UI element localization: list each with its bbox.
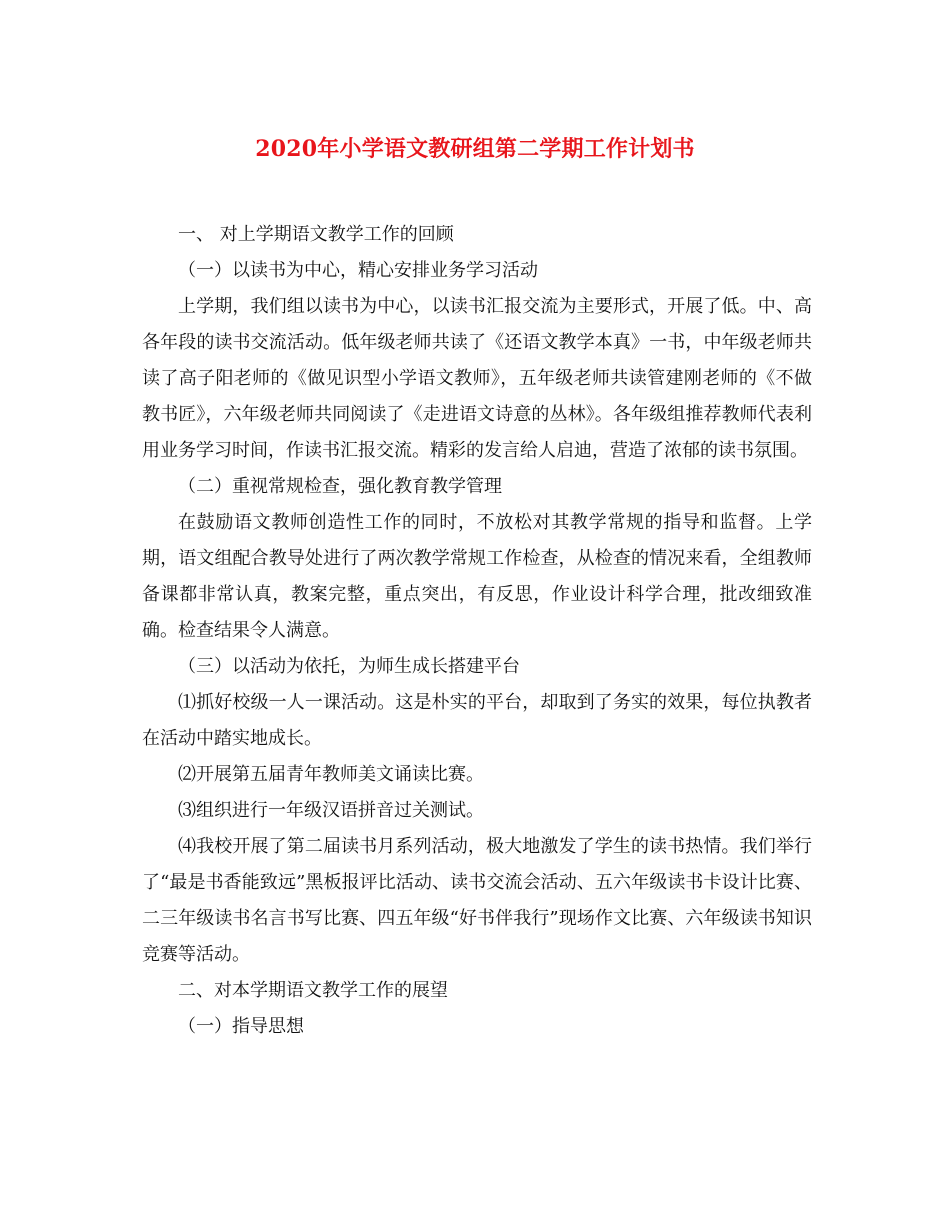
body-paragraph-reading: 上学期，我们组以读书为中心，以读书汇报交流为主要形式，开展了低。中、高各年段的读书交流活动。低年级老师共读了《还语文教学本真》一书，中年级老师共读了高子阳老师的《做见识型小学语文教师》，五年级老师共读管建刚老师的《不做教书匠》，六年级老师共同阅读了《走进语文诗意的丛林》。各年级组推荐教师代表利用业务学习时间，作读书汇报交流。精彩的发言给人启迪，营造了浓郁的读书氛围。 xyxy=(142,296,812,461)
document-body xyxy=(142,217,812,1045)
list-item-activity-2: ⑵开展第五届青年教师美文诵读比赛。 xyxy=(178,764,484,785)
body-paragraph-routine-check: 在鼓励语文教师创造性工作的同时，不放松对其教学常规的指导和监督。上学期，语文组配合教导处进行了两次教学常规工作检查，从检查的情况来看，全组教师备课都非常认真，教案完整，重点突出，有反思，作业设计科学合理，批改细致准确。检查结果令人满意。 xyxy=(142,512,812,641)
list-item-activity-1: ⑴抓好校级一人一课活动。这是朴实的平台，却取到了务实的效果，每位执教者在活动中踏实地成长。 xyxy=(142,692,812,749)
subsection-heading-routine-check: （二）重视常规检查，强化教育教学管理 xyxy=(178,476,502,497)
list-item-activity-3: ⑶组织进行一年级汉语拼音过关测试。 xyxy=(178,800,484,821)
subsection-heading-activities: （三）以活动为依托，为师生成长搭建平台 xyxy=(178,656,520,677)
list-item-activity-4: ⑷我校开展了第二届读书月系列活动，极大地激发了学生的读书热情。我们举行了“最是书香能致远”黑板报评比活动、读书交流会活动、五六年级读书卡设计比赛、二三年级读书名言书写比赛、四五年级“好书伴我行”现场作文比赛、六年级读书知识竞赛等活动。 xyxy=(142,836,812,965)
document-title: 2020年小学语文教研组第二学期工作计划书 xyxy=(255,136,695,162)
section-heading-review: 一、 对上学期语文教学工作的回顾 xyxy=(178,224,454,245)
section-heading-outlook: 二、对本学期语文教学工作的展望 xyxy=(178,980,448,1001)
subsection-heading-reading: （一）以读书为中心，精心安排业务学习活动 xyxy=(178,260,538,281)
subsection-heading-guiding-thought: （一）指导思想 xyxy=(178,1016,304,1037)
